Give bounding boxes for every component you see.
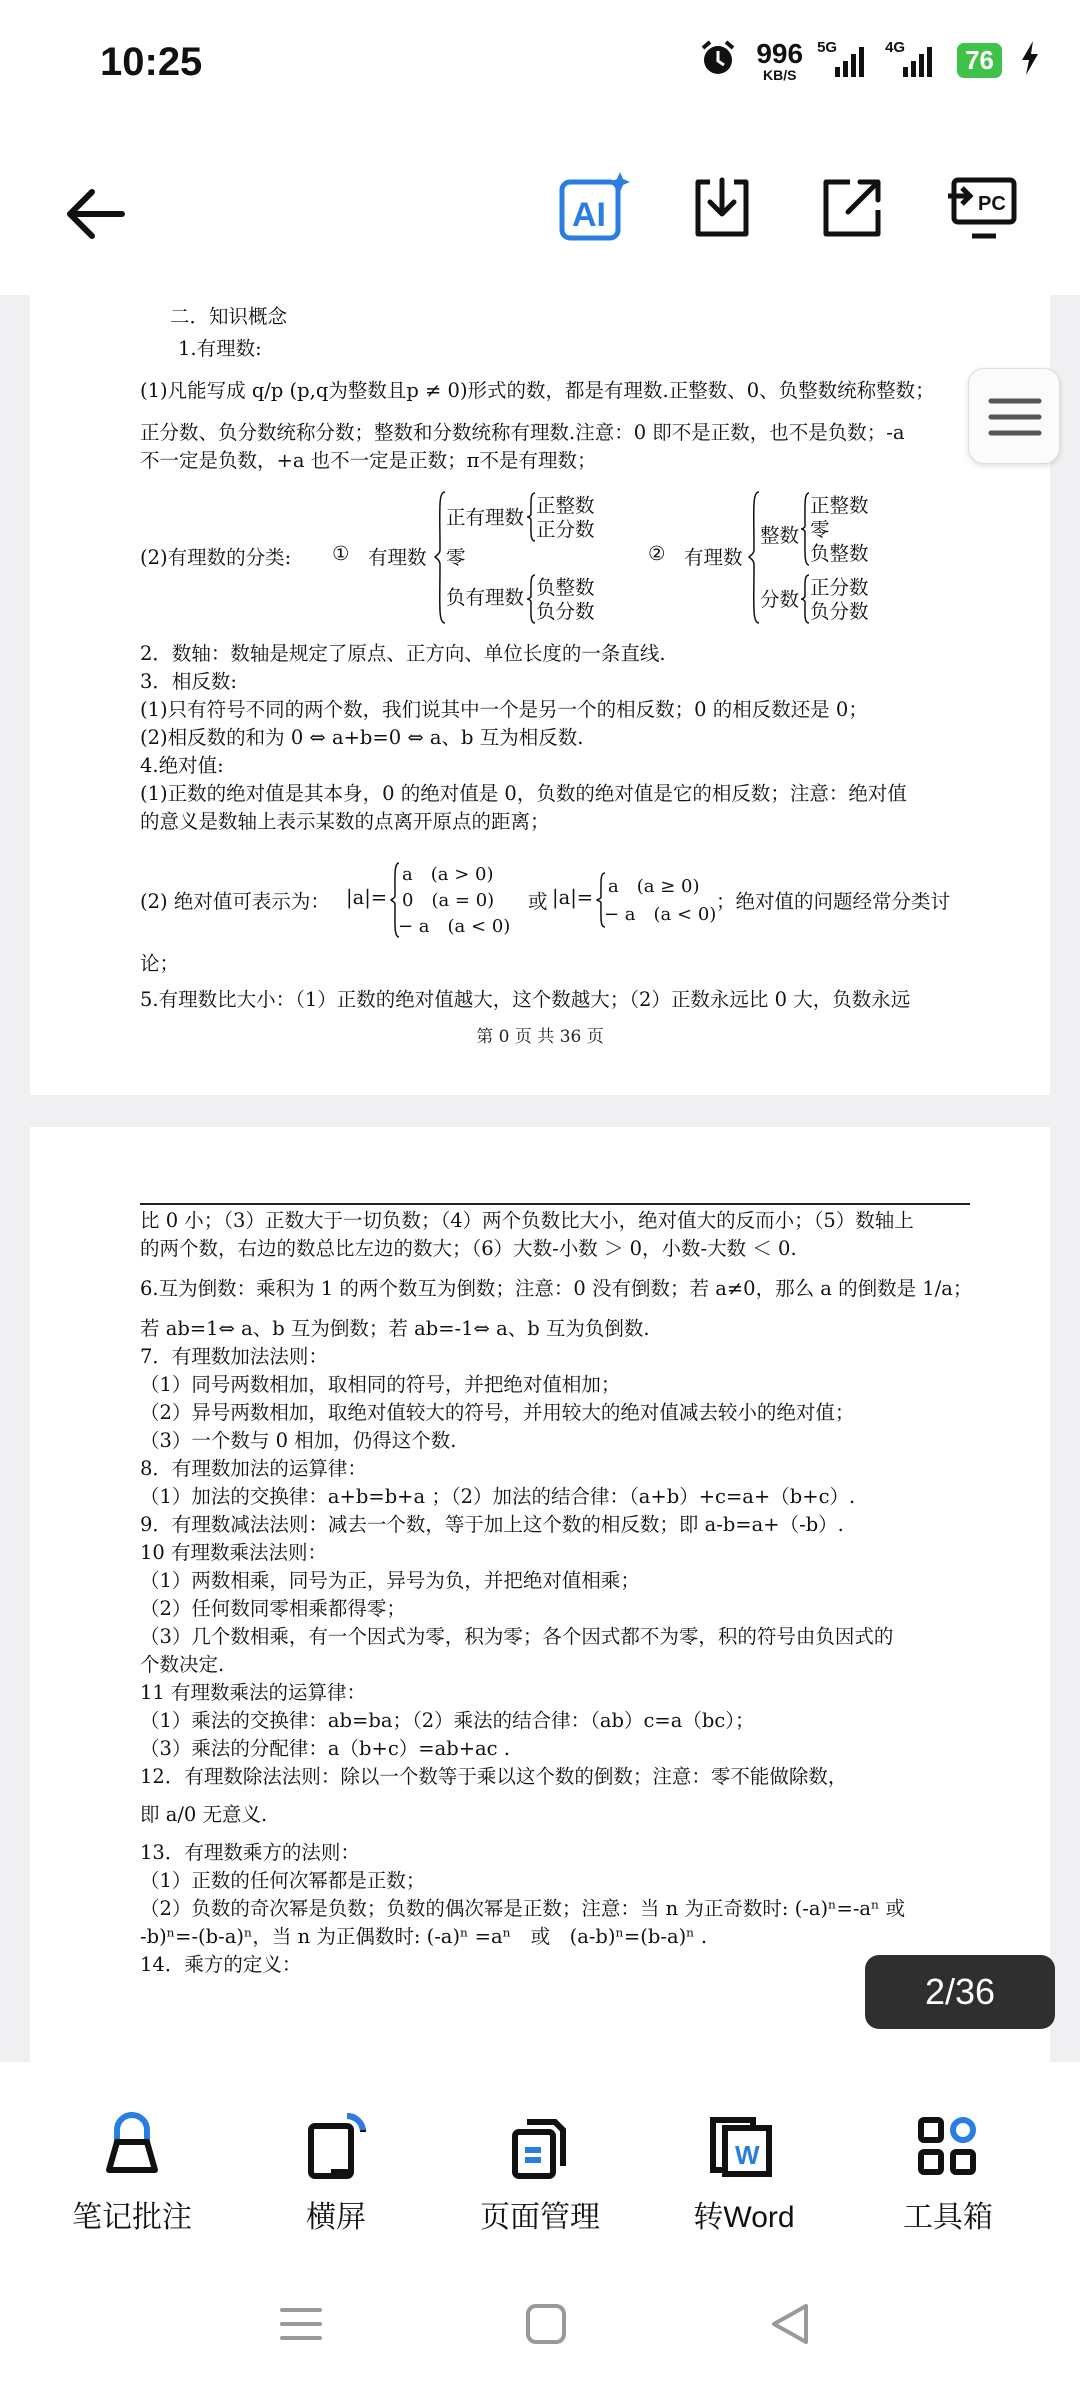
doc-line: （3）乘法的分配律：a（b+c）=ab+ac . xyxy=(140,1737,511,1760)
status-time: 10:25 xyxy=(100,40,203,84)
doc-line: (1)只有符号不同的两个数，我们说其中一个是另一个的相反数；0 的相反数还是 0； xyxy=(140,698,868,721)
pc-icon[interactable] xyxy=(948,176,1018,244)
doc-line: （2）任何数同零相乘都得零； xyxy=(140,1597,406,1620)
document-page-1 xyxy=(30,295,1050,1095)
bottom-toolbar xyxy=(0,2062,1080,2262)
document-page-2 xyxy=(30,1127,1050,2062)
svg-text:AI: AI xyxy=(572,196,606,234)
doc-line: 的两个数，右边的数总比左边的数大；（6）大数-小数 ＞ 0，小数-大数 ＜ 0. xyxy=(140,1237,797,1260)
doc-line: 二．知识概念 xyxy=(170,305,288,328)
menu-button[interactable] xyxy=(968,368,1060,464)
doc-line: 的意义是数轴上表示某数的点离开原点的距离； xyxy=(140,810,550,833)
page-footer: 第 0 页 共 36 页 xyxy=(476,1027,604,1047)
doc-line: 若 ab=1⇔ a、b 互为倒数；若 ab=-1⇔ a、b 互为负倒数. xyxy=(140,1317,650,1340)
home-nav-icon[interactable] xyxy=(524,2302,568,2350)
doc-line: (1)正数的绝对值是其本身，0 的绝对值是 0，负数的绝对值是它的相反数；注意：绝对值 xyxy=(140,782,907,805)
signal-5g-icon: 5G xyxy=(821,45,871,77)
doc-line: -b)ⁿ=-(b-a)ⁿ，当 n 为正偶数时: (-a)ⁿ =aⁿ 或 (a-b)ⁿ=(b-a)ⁿ . xyxy=(140,1925,708,1948)
page-manage-button[interactable]: 页面管理 xyxy=(460,2112,620,2236)
doc-line: 3．相反数: xyxy=(140,670,237,693)
share-icon[interactable] xyxy=(820,176,884,244)
header-rule xyxy=(140,1203,970,1205)
doc-line: （1）两数相乘，同号为正，异号为负，并把绝对值相乘； xyxy=(140,1569,640,1592)
doc-line: 9．有理数减法法则：减去一个数，等于加上这个数的相反数；即 a-b=a+（-b）. xyxy=(140,1513,844,1536)
annotate-button[interactable]: 笔记批注 xyxy=(52,2112,212,2236)
download-icon[interactable] xyxy=(690,176,754,244)
back-nav-icon[interactable] xyxy=(768,2302,812,2350)
menu-nav-icon[interactable] xyxy=(276,2304,326,2348)
doc-line: 即 a/0 无意义. xyxy=(140,1803,268,1826)
doc-line: 14．乘方的定义： xyxy=(140,1953,302,1976)
doc-line: 13．有理数乘方的法则： xyxy=(140,1841,360,1864)
doc-line: 不一定是负数，+a 也不一定是正数；π不是有理数； xyxy=(140,449,597,472)
doc-line: （2）异号两数相加，取绝对值较大的符号，并用较大的绝对值减去较小的绝对值； xyxy=(140,1401,855,1424)
svg-text:PC: PC xyxy=(978,193,1006,215)
page-manage-icon xyxy=(505,2112,575,2182)
svg-text:W: W xyxy=(735,2140,760,2170)
pen-annotate-icon xyxy=(97,2112,167,2182)
doc-line: (2)相反数的和为 0 ⇔ a+b=0 ⇔ a、b 互为相反数. xyxy=(140,726,584,749)
doc-line: 12．有理数除法法则：除以一个数等于乘以这个数的倒数；注意：零不能做除数， xyxy=(140,1765,848,1788)
doc-line: 11 有理数乘法的运算律： xyxy=(140,1681,367,1704)
doc-line: 5.有理数比大小：（1）正数的绝对值越大，这个数越大；（2）正数永远比 0 大，负数永远 xyxy=(140,988,911,1011)
doc-line: （3）几个数相乘，有一个因式为零，积为零；各个因式都不为零，积的符号由负因式的 xyxy=(140,1625,894,1648)
doc-line: （1）乘法的交换律：ab=ba；（2）乘法的结合律：（ab）c=a（bc）； xyxy=(140,1709,755,1732)
status-bar xyxy=(0,0,1080,130)
doc-line: 10 有理数乘法法则： xyxy=(140,1541,328,1564)
classification-block: (2)有理数的分类: ① 有理数 正有理数 零 负有理数 正整数 正分数 负整数 负分数 ② 有理数 整数 分数 正整数 零 负整数 正分数 负分数 xyxy=(140,494,869,623)
landscape-button[interactable]: 横屏 xyxy=(256,2112,416,2236)
system-nav-bar xyxy=(0,2262,1080,2392)
doc-line: 论； xyxy=(140,952,180,975)
page-indicator: 2/36 xyxy=(865,1955,1055,2029)
back-arrow-icon[interactable] xyxy=(60,178,132,254)
doc-line: （1）同号两数相加，取相同的符号，并把绝对值相加； xyxy=(140,1373,621,1396)
rotate-screen-icon xyxy=(301,2112,371,2182)
toolbox-button[interactable]: 工具箱 xyxy=(868,2112,1028,2236)
word-icon xyxy=(709,2112,779,2182)
abs-formula: (2) 绝对值可表示为： |a|= a (a > 0) 0 (a = 0) − a (a < 0) 或 |a|= a (a ≥ 0) − a (a < 0) ；绝对值的问题经常分类讨 xyxy=(140,864,951,937)
net-speed: 996 KB/S xyxy=(756,37,804,83)
top-toolbar xyxy=(0,130,1080,295)
signal-4g-icon: 4G xyxy=(889,45,939,77)
classify-label: (2)有理数的分类: xyxy=(140,546,292,569)
doc-line: 8．有理数加法的运算律： xyxy=(140,1457,367,1480)
doc-line: 比 0 小；（3）正数大于一切负数；（4）两个负数比大小，绝对值大的反而小；（5）数轴上 xyxy=(140,1209,914,1232)
menu-icon xyxy=(969,369,1061,465)
grid-apps-icon xyxy=(913,2112,983,2182)
doc-line: （1）加法的交换律：a+b=b+a ；（2）加法的结合律：（a+b）+c=a+（b+c）. xyxy=(140,1485,856,1508)
doc-line: （3）一个数与 0 相加，仍得这个数. xyxy=(140,1429,457,1452)
doc-line: 4.绝对值: xyxy=(140,754,224,777)
doc-line: （2）负数的奇次幂是负数；负数的偶次幂是正数；注意：当 n 为正奇数时: (-a)ⁿ=-aⁿ 或 xyxy=(140,1897,906,1920)
doc-line: 2．数轴：数轴是规定了原点、正方向、单位长度的一条直线. xyxy=(140,642,666,665)
doc-line: 1.有理数: xyxy=(178,337,262,360)
charging-icon xyxy=(1020,41,1040,80)
battery-level: 76 xyxy=(957,43,1002,78)
doc-line: 正分数、负分数统称分数；整数和分数统称有理数.注意：0 即不是正数，也不是负数；-a xyxy=(140,421,905,444)
doc-line: (1)凡能写成 q/p (p,q为整数且p ≠ 0)形式的数，都是有理数.正整数、0、负整数统称整数； xyxy=(140,379,935,402)
doc-line: 个数决定. xyxy=(140,1653,225,1676)
ai-icon[interactable] xyxy=(558,170,630,246)
doc-line: （1）正数的任何次幂都是正数； xyxy=(140,1869,426,1892)
doc-line: 7．有理数加法法则： xyxy=(140,1345,328,1368)
doc-line: 6.互为倒数：乘积为 1 的两个数互为倒数；注意：0 没有倒数；若 a≠0，那么 a 的倒数是 1/a； xyxy=(140,1277,973,1300)
to-word-button[interactable]: W 转Word xyxy=(664,2112,824,2236)
alarm-icon xyxy=(698,38,738,83)
